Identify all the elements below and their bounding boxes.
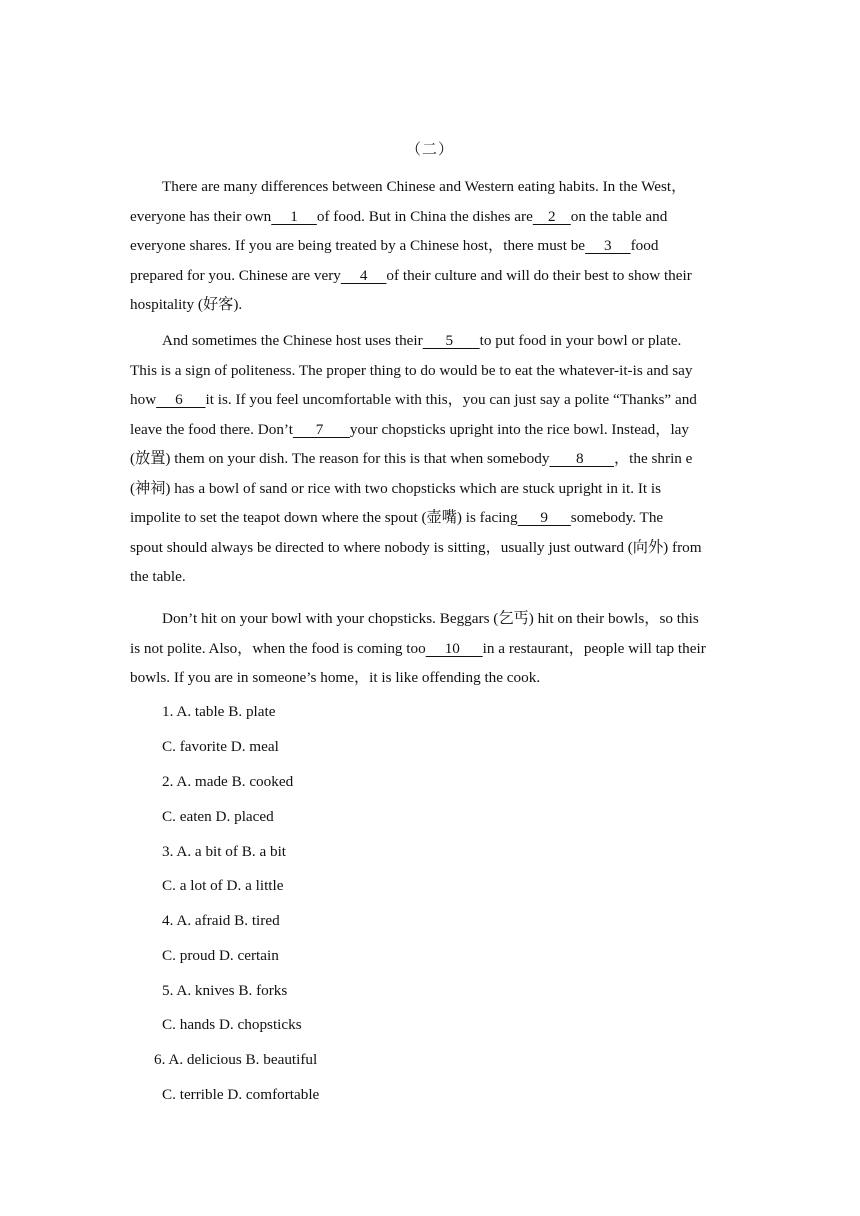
passage-text: of their culture and will do their best to show their bbox=[386, 266, 692, 284]
answer-option-line: 3. A. a bit of B. a bit bbox=[162, 843, 287, 860]
passage-text: impolite to set the teapot down where the spout (壶嘴) is facing bbox=[130, 509, 518, 526]
passage-text: your chopsticks upright into the rice bowl. Instead，lay bbox=[349, 420, 690, 438]
paragraph-line bbox=[130, 385, 732, 415]
paragraph-line bbox=[130, 444, 732, 474]
passage-text: Don’t hit on your bowl with your chopsticks. Beggars (乞丐) hit on their bowls，so this bbox=[162, 610, 699, 627]
paragraph-line bbox=[130, 261, 732, 291]
paragraph-line bbox=[130, 474, 732, 504]
passage-paragraph-1 bbox=[130, 172, 732, 320]
passage-paragraph-3 bbox=[130, 604, 732, 693]
passage-text: prepared for you. Chinese are very bbox=[130, 266, 341, 284]
passage-text: it is. If you feel uncomfortable with this，you can just say a polite “Thanks” and bbox=[205, 391, 697, 408]
passage-text: bowls. If you are in someone’s home，it is like offending the cook. bbox=[130, 669, 541, 686]
passage-paragraph-2 bbox=[130, 326, 732, 592]
paragraph-line bbox=[130, 326, 732, 356]
paragraph-line bbox=[130, 290, 732, 320]
passage-text: is not polite. Also，when the food is coming too bbox=[130, 639, 426, 657]
paragraph-line bbox=[130, 503, 732, 533]
answer-blank: 10 bbox=[425, 639, 483, 657]
answer-blank: 7 bbox=[292, 420, 350, 438]
answer-option-line: C. terrible D. comfortable bbox=[162, 1086, 320, 1103]
answer-blank: 6 bbox=[156, 391, 206, 408]
answer-blank: 8 bbox=[549, 450, 614, 467]
answer-blank: 1 bbox=[271, 207, 317, 225]
passage-text: This is a sign of politeness. The proper thing to do would be to eat the whatever-it-is and say bbox=[130, 361, 693, 379]
passage-text: There are many differences between Chinese and Western eating habits. In the West， bbox=[162, 178, 687, 195]
answer-option-line: 4. A. afraid B. tired bbox=[162, 912, 280, 929]
paragraph-line bbox=[130, 634, 732, 664]
answer-blank: 4 bbox=[340, 266, 387, 284]
passage-text: ，the shrin e bbox=[613, 450, 693, 467]
answer-option-line: C. hands D. chopsticks bbox=[162, 1016, 302, 1033]
answer-option-line: C. a lot of D. a little bbox=[162, 877, 284, 894]
answer-option-line: C. eaten D. placed bbox=[162, 808, 274, 825]
passage-text: in a restaurant，people will tap their bbox=[482, 639, 706, 657]
passage-text: food bbox=[630, 237, 659, 254]
paragraph-line bbox=[130, 604, 732, 634]
paragraph-line bbox=[130, 172, 732, 202]
answer-blank: 3 bbox=[585, 237, 631, 254]
passage-text: of food. But in China the dishes are bbox=[316, 207, 533, 225]
passage-text: somebody. The bbox=[570, 509, 664, 526]
answer-blank: 9 bbox=[517, 509, 571, 526]
paragraph-line bbox=[130, 663, 732, 693]
passage-text: to put food in your bowl or plate. bbox=[479, 332, 682, 349]
passage-text: (放置) them on your dish. The reason for this is that when somebody bbox=[130, 450, 550, 467]
paragraph-line bbox=[130, 415, 732, 445]
answer-option-line: C. proud D. certain bbox=[162, 947, 279, 964]
passage-text: everyone has their own bbox=[130, 207, 272, 225]
paragraph-line bbox=[130, 562, 732, 592]
answer-option-line: 5. A. knives B. forks bbox=[162, 982, 288, 999]
paragraph-line bbox=[130, 231, 732, 261]
passage-text: the table. bbox=[130, 568, 186, 585]
passage-text: everyone shares. If you are being treated by a Chinese host，there must be bbox=[130, 237, 586, 254]
answer-blank: 2 bbox=[532, 207, 571, 225]
answer-option-line: 2. A. made B. cooked bbox=[162, 773, 294, 790]
answer-option-line: C. favorite D. meal bbox=[162, 738, 279, 755]
paragraph-line bbox=[130, 202, 732, 232]
passage-text: spout should always be directed to where nobody is sitting，usually just outward (向外) from bbox=[130, 538, 702, 556]
passage-text: (神祠) has a bowl of sand or rice with two chopsticks which are stuck upright in it. It is bbox=[130, 479, 662, 497]
answer-blank: 5 bbox=[422, 332, 480, 349]
paragraph-line bbox=[130, 533, 732, 563]
passage-text: how bbox=[130, 391, 157, 408]
passage-text: And sometimes the Chinese host uses their bbox=[162, 332, 423, 349]
answer-option-line: 6. A. delicious B. beautiful bbox=[154, 1051, 318, 1068]
section-title: （二） bbox=[405, 142, 454, 158]
answer-option-line: 1. A. table B. plate bbox=[162, 703, 276, 720]
paragraph-line bbox=[130, 356, 732, 386]
passage-text: hospitality (好客). bbox=[130, 296, 243, 313]
passage-text: on the table and bbox=[570, 207, 668, 225]
passage-text: leave the food there. Don’t bbox=[130, 420, 293, 438]
